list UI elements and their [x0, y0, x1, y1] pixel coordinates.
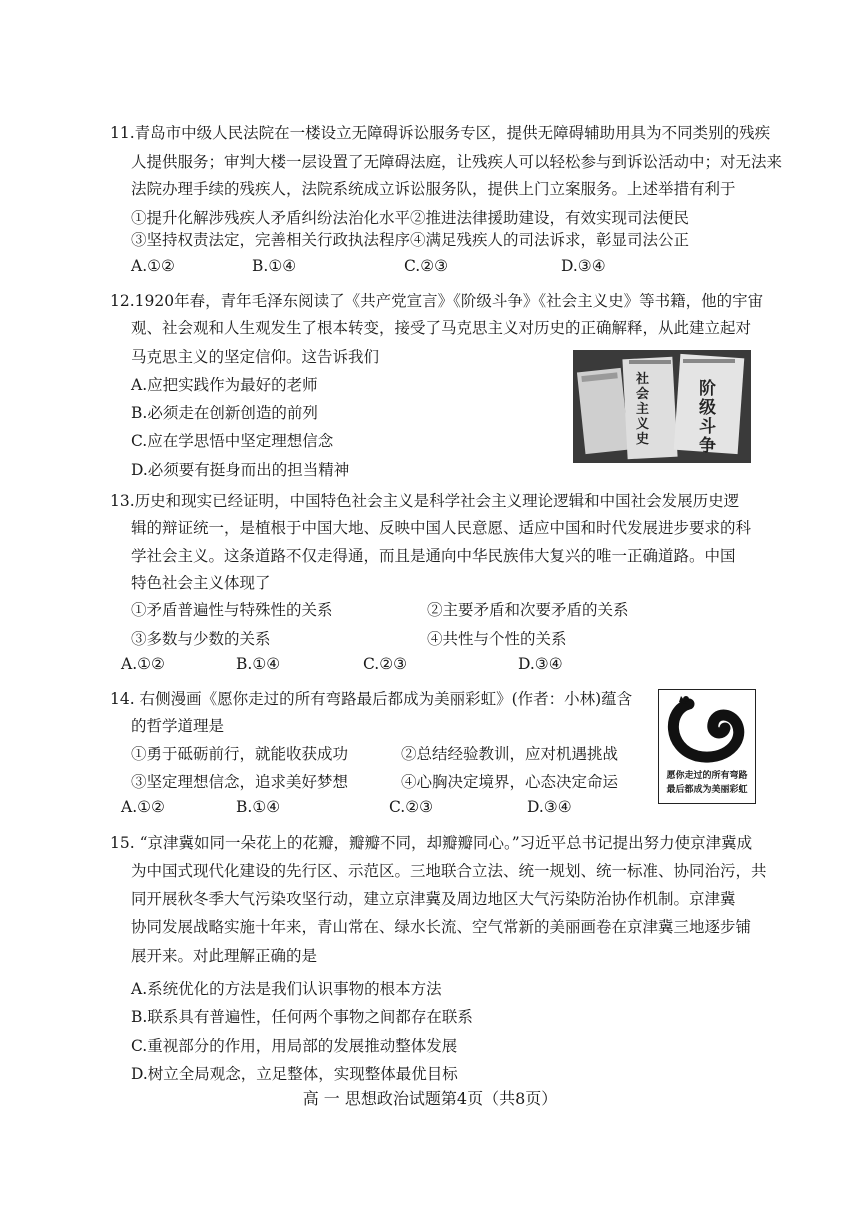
q13-option-a: A.①② — [121, 655, 165, 673]
q14-item-1: ①勇于砥砺前行，就能收获成功 — [131, 745, 349, 763]
q13-line-4: 特色社会主义体现了 — [131, 574, 271, 592]
q11-option-c: C.②③ — [404, 257, 449, 275]
q11-option-a: A.①② — [131, 257, 175, 275]
q15-option-d: D.树立全局观念，立足整体，实现整体最优目标 — [131, 1065, 458, 1083]
q14-item-3: ③坚定理想信念，追求美好梦想 — [131, 773, 349, 791]
q12-option-c: C.应在学思悟中坚定理想信念 — [131, 432, 334, 450]
rainbow-cartoon — [658, 689, 756, 804]
cartoon-caption-line-2: 最后都成为美丽彩虹 — [666, 785, 748, 795]
q15-line-3: 同开展秋冬季大气污染攻坚行动，建立京津冀及周边地区大气污染防治协作机制。京津冀 — [131, 890, 736, 908]
q13-line-1: 13.历史和现实已经证明，中国特色社会主义是科学社会主义理论逻辑和中国社会发展历史逻 — [110, 492, 740, 510]
q14-line-1: 14. 右侧漫画《愿你走过的所有弯路最后都成为美丽彩虹》(作者：小林)蕴含 — [110, 690, 633, 708]
q12-line-2: 观、社会观和人生观发生了根本转变，接受了马克思主义对历史的正确解释，从此建立起对 — [131, 319, 752, 337]
q11-line-5: ③坚持权责法定，完善相关行政执法程序④满足残疾人的司法诉求，彰显司法公正 — [131, 231, 690, 249]
q12-option-a: A.应把实践作为最好的老师 — [131, 376, 318, 394]
q15-option-c: C.重视部分的作用，用局部的发展推动整体发展 — [131, 1037, 458, 1055]
q14-line-2: 的哲学道理是 — [131, 717, 225, 735]
q11-option-d: D.③④ — [561, 257, 606, 275]
q13-item-2: ②主要矛盾和次要矛盾的关系 — [427, 601, 629, 619]
cartoon-caption-line-1: 愿你走过的所有弯路 — [666, 771, 748, 781]
q14-option-b: B.①④ — [236, 798, 281, 816]
q13-item-3: ③多数与少数的关系 — [131, 630, 271, 648]
q15-line-5: 展开来。对此理解正确的是 — [131, 947, 318, 965]
q13-item-1: ①矛盾普遍性与特殊性的关系 — [131, 601, 333, 619]
q15-line-4: 协同发展战略实施十年来，青山常在、绿水长流、空气常新的美丽画卷在京津冀三地逐步铺 — [131, 918, 752, 936]
q11-line-2: 人提供服务；审判大楼一层设置了无障碍法庭，让残疾人可以轻松参与到诉讼活动中；对无法来 — [131, 153, 783, 171]
q13-line-3: 学社会主义。这条道路不仅走得通，而且是通向中华民族伟大复兴的唯一正确道路。中国 — [131, 547, 736, 565]
q14-option-c: C.②③ — [389, 798, 434, 816]
q13-option-d: D.③④ — [518, 655, 563, 673]
q13-line-2: 辑的辩证统一，是植根于中国大地、反映中国人民意愿、适应中国和时代发展进步要求的科 — [131, 519, 752, 537]
q11-option-b: B.①④ — [252, 257, 297, 275]
q14-option-a: A.①② — [121, 798, 165, 816]
q15-line-2: 为中国式现代化建设的先行区、示范区。三地联合立法、统一规划、统一标准、协同治污，共 — [131, 862, 767, 880]
book-title-class-struggle: 阶级斗争 — [699, 379, 716, 456]
q12-line-1: 12.1920年春，青年毛泽东阅读了《共产党宣言》《阶级斗争》《社会主义史》等书籍，他的宇宙 — [110, 292, 764, 310]
spiral-road-icon — [659, 690, 755, 770]
q15-option-a: A.系统优化的方法是我们认识事物的根本方法 — [131, 980, 442, 998]
q11-line-1: 11.青岛市中级人民法院在一楼设立无障碍诉讼服务专区，提供无障碍辅助用具为不同类别的残疾 — [110, 124, 771, 142]
q11-line-4: ①提升化解涉残疾人矛盾纠纷法治化水平②推进法律援助建设，有效实现司法便民 — [131, 209, 690, 227]
q14-item-4: ④心胸决定境界，心态决定命运 — [401, 773, 619, 791]
q12-line-3: 马克思主义的坚定信仰。这告诉我们 — [131, 348, 380, 366]
q14-option-d: D.③④ — [527, 798, 572, 816]
page-footer: 高 一 思想政治试题第4页（共8页） — [302, 1089, 558, 1108]
q11-line-3: 法院办理手续的残疾人，法院系统成立诉讼服务队，提供上门立案服务。上述举措有利于 — [131, 180, 736, 198]
books-photo — [573, 350, 751, 463]
book-title-socialism-history: 社会主义史 — [636, 372, 650, 447]
books-illustration-icon — [573, 350, 751, 463]
q13-option-c: C.②③ — [363, 655, 408, 673]
q12-option-d: D.必须要有挺身而出的担当精神 — [131, 461, 350, 479]
q12-option-b: B.必须走在创新创造的前列 — [131, 404, 318, 422]
q15-line-1: 15. “京津冀如同一朵花上的花瓣，瓣瓣不同，却瓣瓣同心。”习近平总书记提出努力使京津冀成 — [110, 834, 753, 852]
q14-item-2: ②总结经验教训，应对机遇挑战 — [401, 745, 619, 763]
q15-option-b: B.联系具有普遍性，任何两个事物之间都存在联系 — [131, 1008, 473, 1026]
q13-item-4: ④共性与个性的关系 — [427, 630, 567, 648]
q13-option-b: B.①④ — [236, 655, 281, 673]
